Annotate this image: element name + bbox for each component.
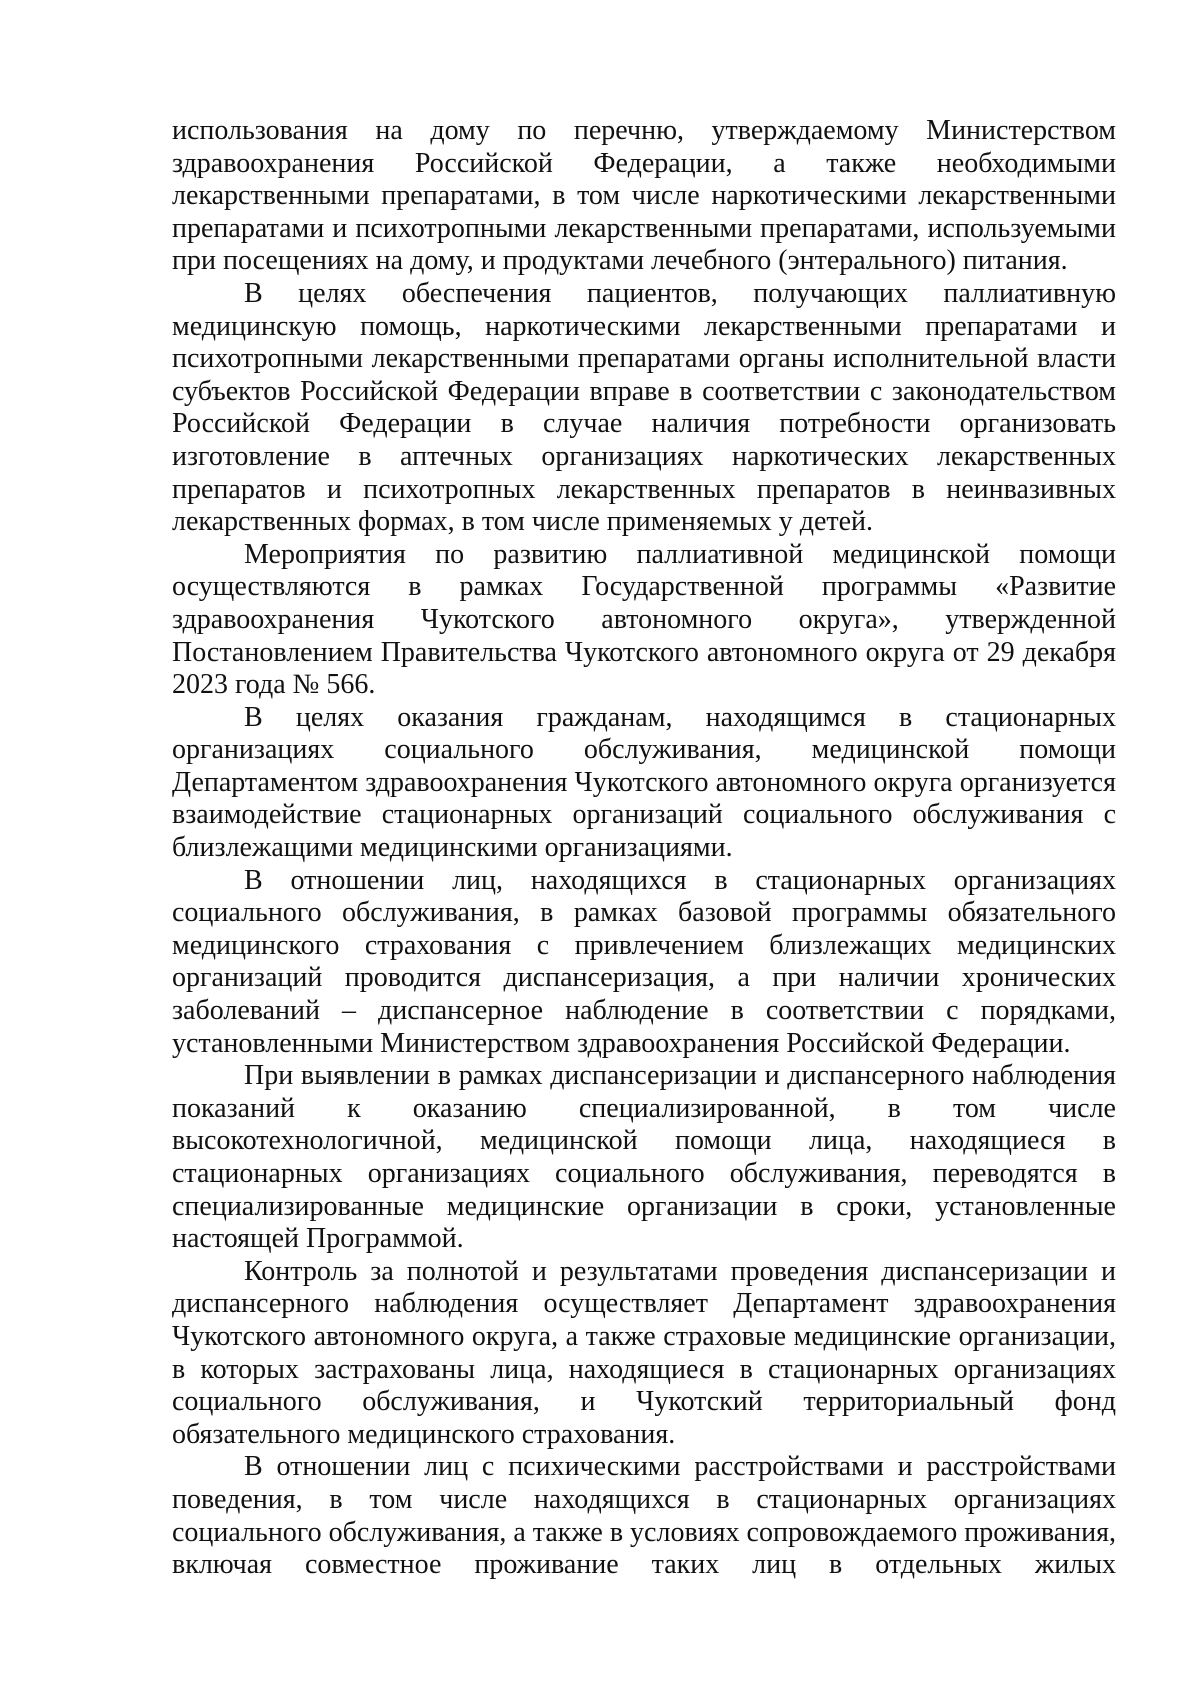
paragraph-palliative-program: Мероприятия по развитию паллиативной медицинской помощи осуществляются в рамках Государственной программы «Развитие здравоохранения Чукотского автономного округа», утвержденной Постановлением Правительства Чукотского автономного округа от 29 декабря 2023 года № 566. [172, 538, 1116, 701]
paragraph-dispensarization: В отношении лиц, находящихся в стационарных организациях социального обслуживания, в рамках базовой программы обязательного медицинского страхования с привлечением близлежащих медицинских организаций проводится диспансеризация, а при наличии хронических заболеваний – диспансерное наблюдение в соответствии с порядками, установленными Министерством здравоохранения Российской Федерации. [172, 864, 1116, 1059]
paragraph-social-institutions: В целях оказания гражданам, находящимся в стационарных организациях социального обслуживания, медицинской помощи Департаментом здравоохранения Чукотского автономного округа организуется взаимодействие стационарных организаций социального обслуживания с близлежащими медицинскими организациями. [172, 701, 1116, 864]
paragraph-continuation: использования на дому по перечню, утверждаемому Министерством здравоохранения Российской Федерации, а также необходимыми лекарственными препаратами, в том числе наркотическими лекарственными препаратами и психотропными лекарственными препаратами, используемыми при посещениях на дому, и продуктами лечебного (энтерального) питания. [172, 115, 1116, 277]
document-body [172, 115, 1116, 1582]
paragraph-specialized-care: При выявлении в рамках диспансеризации и диспансерного наблюдения показаний к оказанию специализированной, в том числе высокотехнологичной, медицинской помощи лица, находящиеся в стационарных организациях социального обслуживания, переводятся в специализированные медицинские организации в сроки, установленные настоящей Программой. [172, 1060, 1116, 1255]
paragraph-mental-disorders: В отношении лиц с психическими расстройствами и расстройствами поведения, в том числе находящихся в стационарных организациях социального обслуживания, а также в условиях сопровождаемого проживания, включая совместное проживание таких лиц в отдельных жилых [172, 1451, 1116, 1581]
paragraph-control: Контроль за полнотой и результатами проведения диспансеризации и диспансерного наблюдения осуществляет Департамент здравоохранения Чукотского автономного округа, а также страховые медицинские организации, в которых застрахованы лица, находящиеся в стационарных организациях социального обслуживания, и Чукотский территориальный фонд обязательного медицинского страхования. [172, 1255, 1116, 1450]
paragraph-narcotic-supply: В целях обеспечения пациентов, получающих паллиативную медицинскую помощь, наркотическими лекарственными препаратами и психотропными лекарственными препаратами органы исполнительной власти субъектов Российской Федерации вправе в соответствии с законодательством Российской Федерации в случае наличия потребности организовать изготовление в аптечных организациях наркотических лекарственных препаратов и психотропных лекарственных препаратов в неинвазивных лекарственных формах, в том числе применяемых у детей. [172, 277, 1116, 538]
